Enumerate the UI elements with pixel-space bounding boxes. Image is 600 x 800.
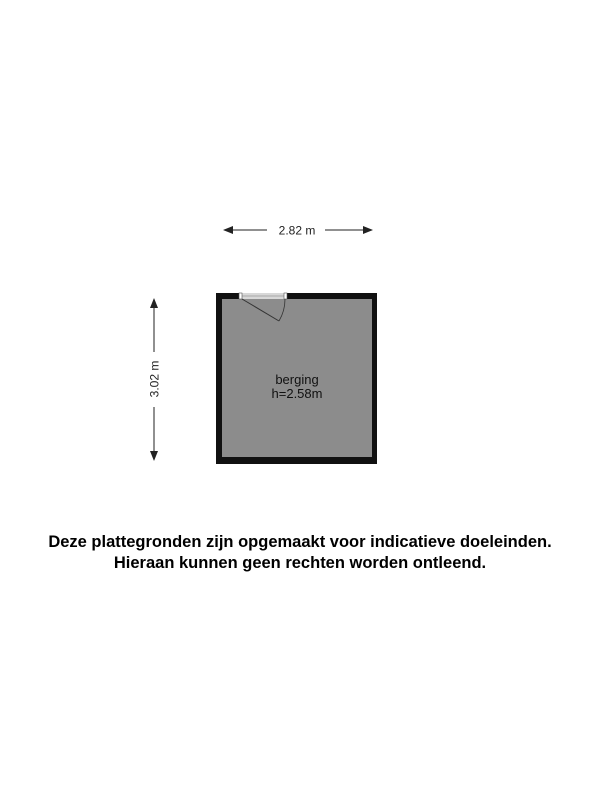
room-height: h=2.58m [271, 386, 323, 401]
door-jamb-left [239, 293, 242, 299]
disclaimer-line-1: Deze plattegronden zijn opgemaakt voor indicatieve doeleinden. [48, 533, 552, 551]
disclaimer [0, 532, 600, 574]
height-dimension-label: 3.02 m [147, 360, 162, 398]
disclaimer-line-2: Hieraan kunnen geen rechten worden ontleend. [113, 554, 487, 572]
height-dimension [148, 299, 162, 460]
room-name: berging [275, 372, 319, 387]
door-jamb-right [284, 293, 287, 299]
width-dimension-label: 2.82 m [278, 223, 316, 238]
width-dimension [224, 224, 372, 238]
room-berging [216, 293, 377, 464]
